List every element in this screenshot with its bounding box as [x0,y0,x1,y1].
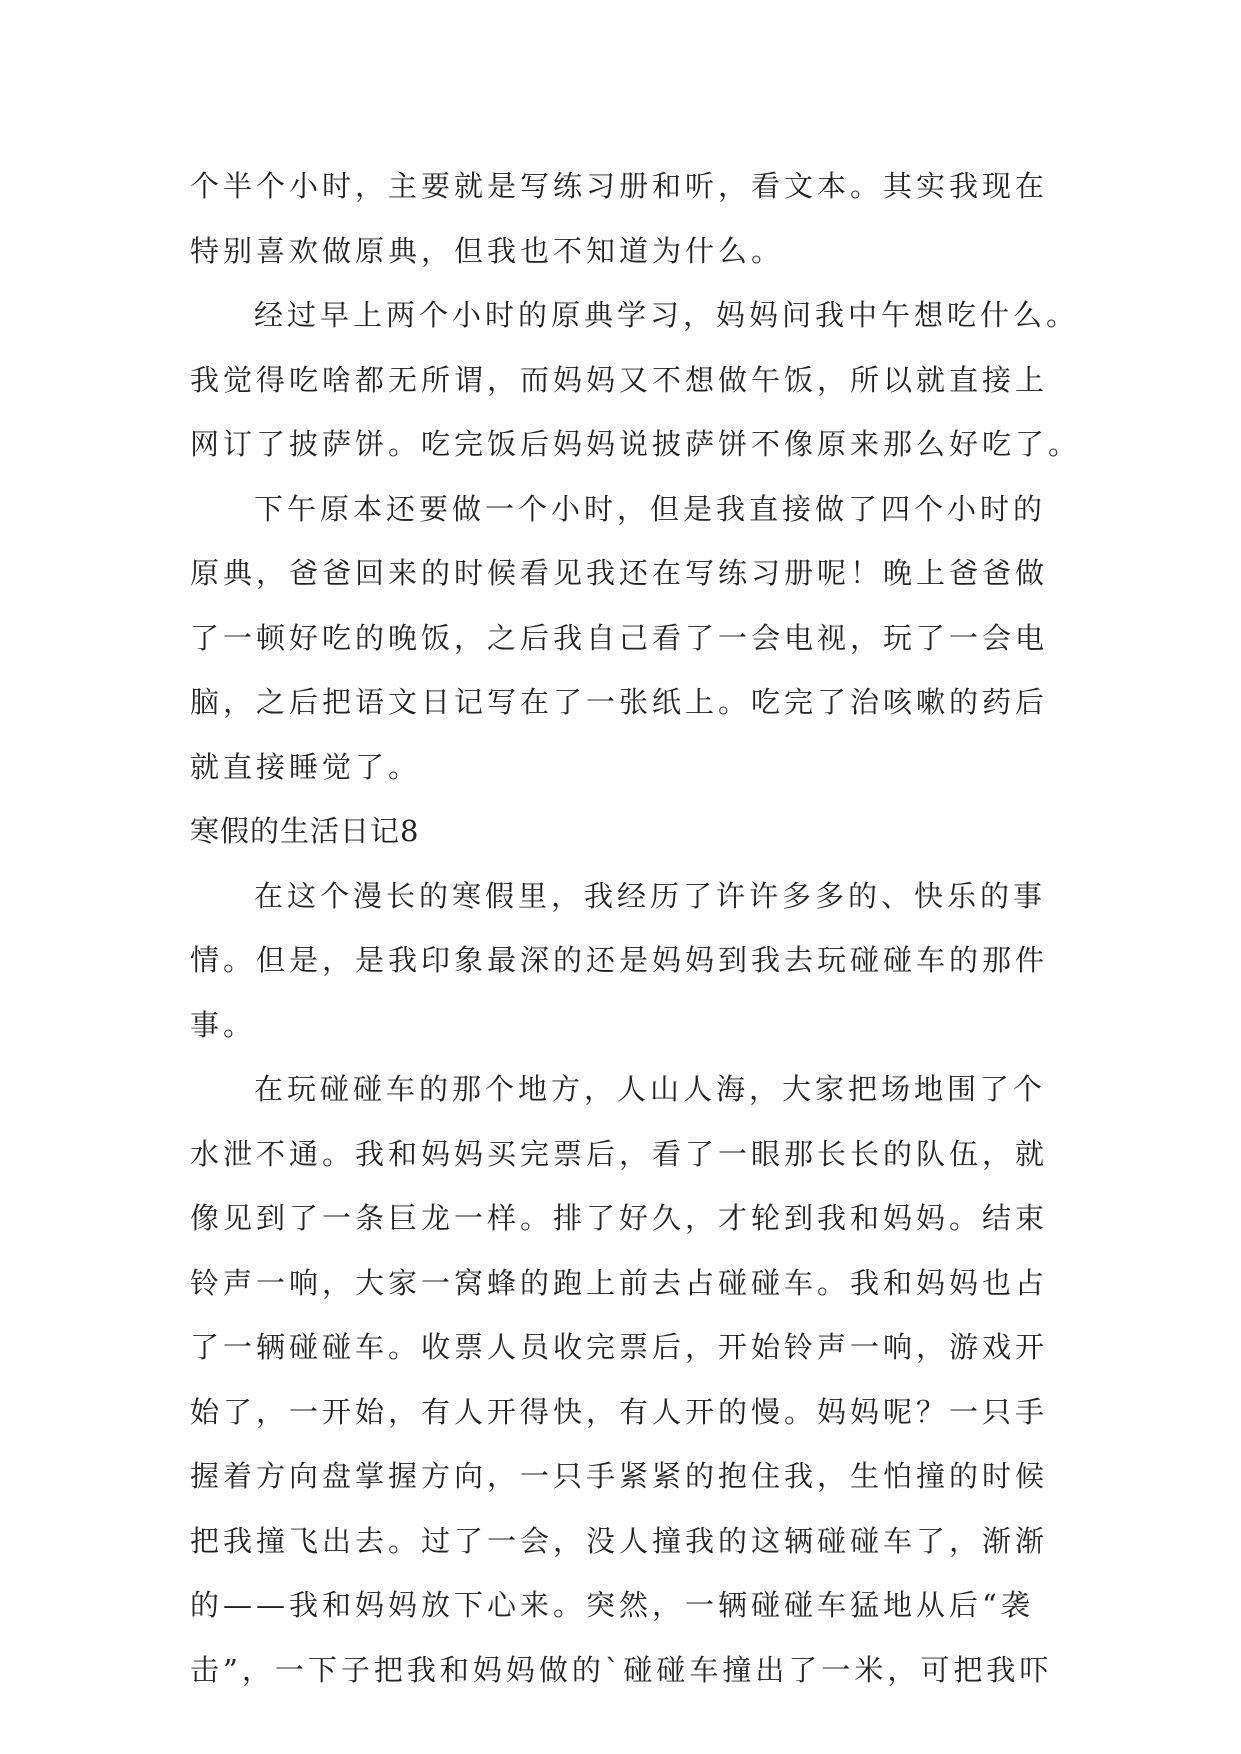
document-body [190,154,1085,1702]
text-line: 握着方向盘掌握方向，一只手紧紧的抱住我，生怕撞的时候 [190,1459,1049,1493]
text-line: 情。但是，是我印象最深的还是妈妈到我去玩碰碰车的那件 [190,943,1049,977]
text-line: 我觉得吃啥都无所谓，而妈妈又不想做午饭，所以就直接上 [190,362,1049,397]
text-line: 个半个小时，主要就是写练习册和听，看文本。其实我现在 [190,169,1049,203]
text-line: 就直接睡觉了。 [190,749,422,784]
section-heading: 寒假的生活日记8 [190,814,420,848]
text-line: 的——我和妈妈放下心来。突然，一辆碰碰车猛地从后“袭 [190,1588,1034,1622]
paragraph-start-line: 下午原本还要做一个小时，但是我直接做了四个小时的 [254,491,1047,526]
text-line: 水泄不通。我和妈妈买完票后，看了一眼那长长的队伍，就 [190,1136,1049,1171]
text-line: 了一顿好吃的晚饭，之后我自己看了一会电视，玩了一会电 [190,620,1049,655]
paragraph-start-line: 在这个漫长的寒假里，我经历了许许多多的、快乐的事 [254,878,1047,913]
text-line: 像见到了一条巨龙一样。排了好久，才轮到我和妈妈。结束 [190,1201,1049,1235]
text-line: 把我撞飞出去。过了一会，没人撞我的这辆碰碰车了，渐渐 [190,1523,1049,1558]
text-line: 始了，一开始，有人开得快，有人开的慢。妈妈呢？一只手 [190,1394,1049,1429]
paragraph-start-line: 在玩碰碰车的那个地方，人山人海，大家把场地围了个 [254,1072,1047,1106]
text-line: 事。 [190,1007,257,1042]
text-line: 特别喜欢做原典，但我也不知道为什么。 [190,233,785,268]
text-line: 击”，一下子把我和妈妈做的`碰碰车撞出了一米，可把我吓 [190,1652,1053,1687]
text-line: 铃声一响，大家一窝蜂的跑上前去占碰碰车。我和妈妈也占 [190,1265,1049,1300]
text-line: 了一辆碰碰车。收票人员收完票后，开始铃声一响，游戏开 [190,1330,1049,1364]
text-line: 网订了披萨饼。吃完饭后妈妈说披萨饼不像原来那么好吃了。 [190,427,1082,461]
text-line: 脑，之后把语文日记写在了一张纸上。吃完了治咳嗽的药后 [190,685,1049,719]
text-line: 原典，爸爸回来的时候看见我还在写练习册呢！晚上爸爸做 [190,556,1049,590]
paragraph-start-line: 经过早上两个小时的原典学习，妈妈问我中午想吃什么。 [254,298,1080,332]
